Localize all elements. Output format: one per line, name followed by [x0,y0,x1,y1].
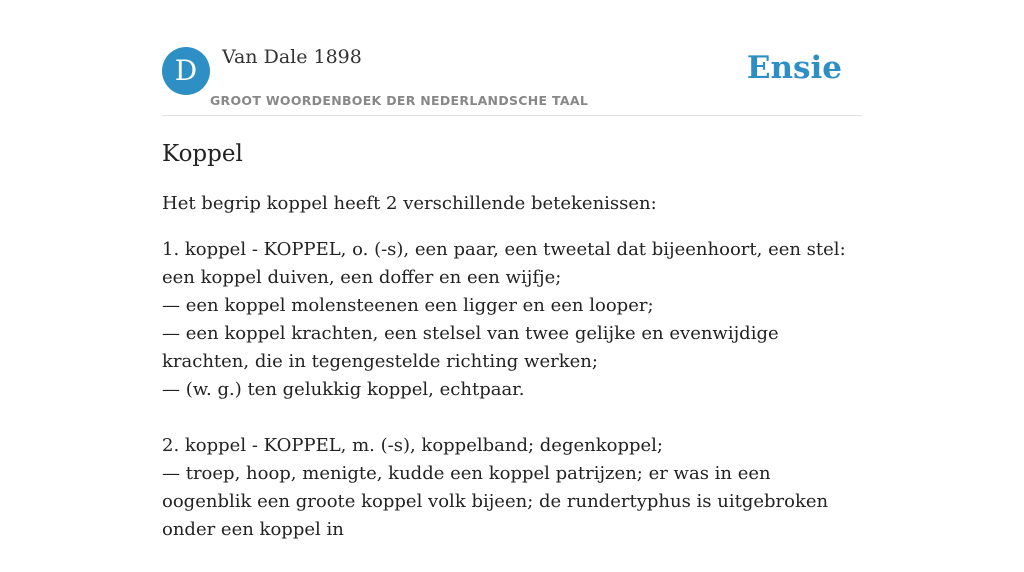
dictionary-subtitle: GROOT WOORDENBOEK DER NEDERLANDSCHE TAAL [210,93,589,108]
ensie-logo-link[interactable]: Ensie [746,50,842,86]
dictionary-avatar[interactable]: D [162,47,210,95]
entry-content [162,136,862,572]
meaning-2 [162,432,862,544]
entry-title: Koppel [162,141,243,167]
meaning-line: — een koppel molensteenen een ligger en een looper; [162,295,654,316]
meaning-line: 2. koppel - KOPPEL, m. (-s), koppelband; degenkoppel; [162,435,663,456]
meaning-1 [162,236,862,404]
dictionary-title[interactable]: Van Dale 1898 [222,46,362,68]
entry-intro: Het begrip koppel heeft 2 verschillende betekenissen: [162,193,657,214]
meaning-line: 1. koppel - KOPPEL, o. (-s), een paar, een tweetal dat bijeenhoort, een stel: een koppel duiven, een doffer en een wijfje; [162,239,846,288]
header [162,46,862,116]
meanings-list [162,236,862,544]
meaning-line: — een koppel krachten, een stelsel van twee gelijke en evenwijdige krachten, die in tegengestelde richting werken; [162,323,779,372]
meaning-line: — troep, hoop, menigte, kudde een koppel patrijzen; er was in een oogenblik een groote koppel volk bijeen; de rundertyphus is uitgebroken onder een koppel in [162,463,829,540]
meaning-line: — (w. g.) ten gelukkig koppel, echtpaar. [162,379,525,400]
